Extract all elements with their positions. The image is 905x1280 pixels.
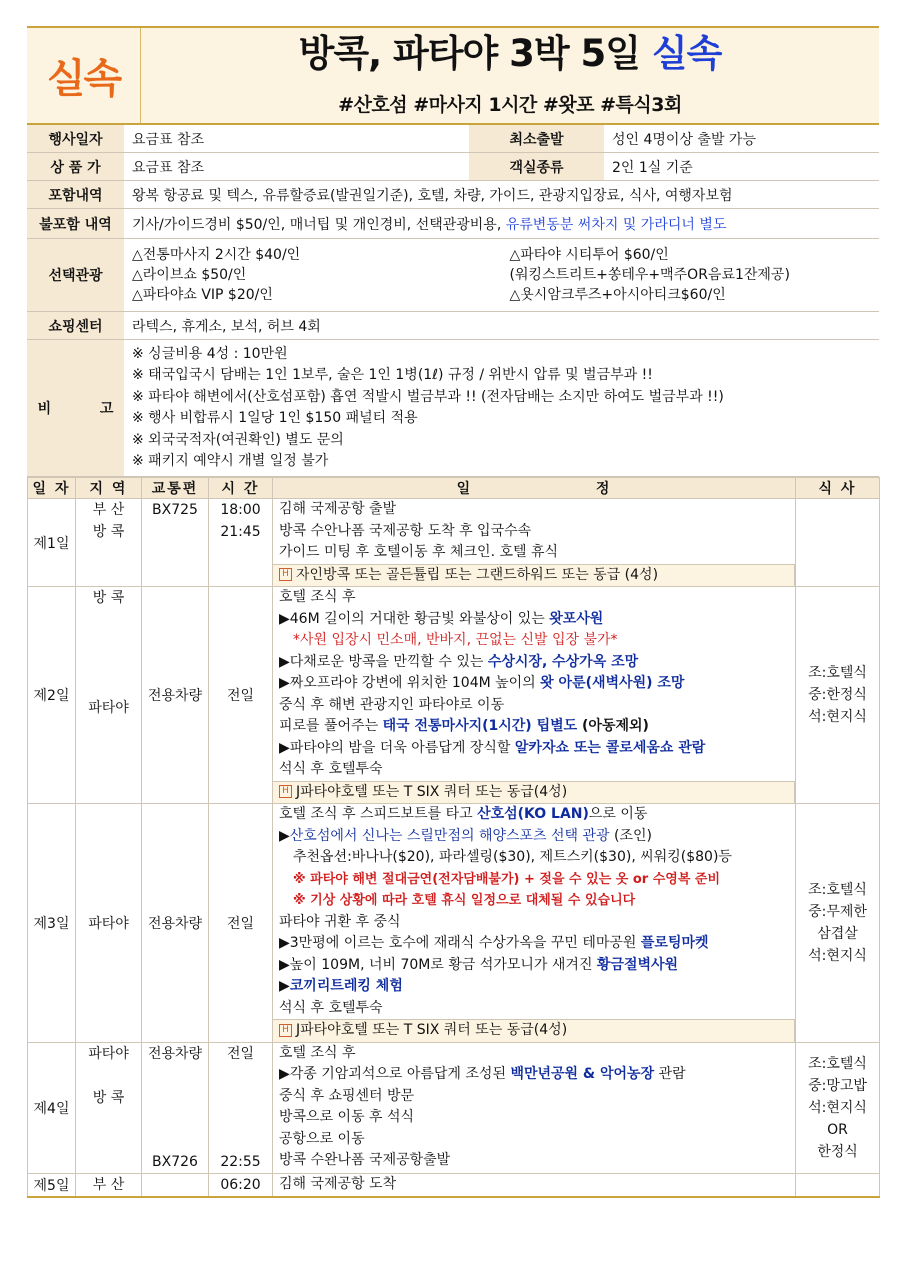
badge-label: 실속 (46, 56, 121, 102)
highlight: 산호섬에서 신나는 스릴만점의 해양스포츠 선택 관광 (289, 827, 610, 844)
opt-left (124, 245, 502, 305)
region-text: 파타야 (88, 700, 129, 716)
text: ▶높이 109M, 너비 70M로 황금 석가모니가 새겨진 (279, 956, 597, 973)
time-cell: 전일 (209, 587, 273, 804)
meal-cell (796, 499, 880, 587)
note-item: ※ 행사 비합류시 1일당 1인 $150 패널티 적용 (132, 410, 418, 426)
hotel-text: J파타야호텔 또는 T SIX 쿼터 또는 동급(4성) (296, 783, 568, 800)
min-label: 최소출발 (469, 125, 604, 153)
opt-right (502, 245, 880, 305)
text: (조인) (609, 827, 652, 844)
info-row (27, 340, 879, 477)
region-text: 부 산 (92, 502, 125, 518)
region-text: 방 콕 (92, 590, 125, 606)
info-row (27, 312, 879, 340)
text: ▶파타야의 밤을 더욱 아름답게 장식할 (279, 739, 515, 756)
col-time: 시 간 (209, 478, 273, 499)
region-cell: 부 산 (76, 1173, 142, 1197)
info-row (27, 239, 879, 312)
text: ▶3만평에 이르는 호수에 재래식 수상가옥을 꾸민 테마공원 (279, 935, 641, 951)
schedule-line: ※ 기상 상황에 따라 호텔 휴식 일정으로 대체될 수 있습니다 (293, 893, 636, 908)
text: (아동제외) (577, 718, 649, 734)
notes-list (124, 340, 879, 477)
schedule-cell (273, 1173, 796, 1197)
schedule-line: 방콕 수완나폼 국제공항출발 (279, 1152, 451, 1168)
schedule-line: 호텔 조식 후 (279, 1044, 356, 1061)
highlight: 수상시장, 수상가옥 조망 (487, 653, 639, 670)
day-label: 제5일 (28, 1173, 76, 1197)
time-cell (209, 1042, 273, 1173)
meal-item: 한정식 (817, 1143, 858, 1160)
text: ▶ (279, 978, 290, 994)
meal-cell (796, 1042, 880, 1173)
schedule-line: 추천옵션:바나나($20), 파라셀링($30), 제트스키($30), 씨워킹($80)등 (293, 849, 732, 865)
schedule-line: 중식 후 쇼핑센터 방문 (279, 1087, 415, 1104)
text: 호텔 조식 후 스피드보트를 타고 (279, 806, 478, 822)
note-item: ※ 파타야 해변에서(산호섬포함) 흡연 적발시 벌금부과 !! (전자담배는 소지만 하여도 벌금부과 !!) (132, 388, 724, 405)
meal-item: 조:호텔식 (808, 665, 867, 681)
highlight: 알카자쇼 또는 콜로세움쇼 관람 (514, 739, 706, 756)
spacer (209, 1065, 272, 1151)
time-cell: 06:20 (209, 1173, 273, 1197)
schedule-line: 김해 국제공항 도착 (279, 1175, 397, 1192)
meal-item: 석:현지식 (808, 1099, 867, 1116)
date-label: 행사일자 (27, 125, 124, 153)
schedule-line (279, 976, 795, 998)
schedule-line (279, 826, 795, 848)
min-value: 성인 4명이상 출발 가능 (604, 125, 879, 153)
meal-item: 석:현지식 (808, 947, 867, 964)
spacer (76, 1065, 141, 1087)
note-item: ※ 패키지 예약시 개별 일정 불가 (132, 453, 329, 469)
info-table (27, 125, 879, 477)
time-text: 22:55 (220, 1153, 261, 1170)
schedule-line: 석식 후 호텔투숙 (279, 999, 383, 1016)
opt-item: (워킹스트리트+쏭테우+맥주OR음료1잔제공) (509, 267, 790, 283)
time-cell: 전일 (209, 804, 273, 1043)
meal-item: 석:현지식 (808, 709, 867, 725)
opt-grid (124, 245, 879, 305)
schedule-line (279, 673, 795, 695)
region-text: 파타야 (88, 1045, 129, 1062)
spacer (142, 1065, 208, 1151)
schedule-line: 중식 후 해변 관광지인 파타야로 이동 (279, 696, 505, 713)
hotel-line (273, 564, 795, 587)
schedule-line: 방콕으로 이동 후 석식 (279, 1109, 415, 1125)
schedule-line (279, 652, 795, 674)
region-cell: 파타야 (76, 804, 142, 1043)
day-row-1 (28, 499, 880, 587)
schedule-line (279, 609, 795, 631)
schedule-line: 호텔 조식 후 (279, 589, 356, 605)
itinerary-sheet (27, 26, 879, 1198)
hotel-icon: H (279, 785, 292, 798)
opt-value (124, 239, 879, 312)
meal-cell (796, 587, 880, 804)
itinerary-table (27, 477, 880, 1198)
hashtags: #산호섬 #마사지 1시간 #왓포 #특식3회 (338, 94, 682, 116)
excl-value (124, 209, 879, 239)
time-text: 전일 (226, 1045, 255, 1062)
title-main: 방콕, 파타야 3박 5일 (298, 32, 652, 75)
highlight: 백만년공원 & 악어농장 (510, 1066, 655, 1082)
opt-item: △욧시암크루즈+아시아티크$60/인 (509, 287, 726, 303)
col-day: 일 자 (28, 478, 76, 499)
note-item: ※ 싱글비용 4성 : 10만원 (132, 345, 288, 362)
transport-cell: 전용차량 (142, 804, 209, 1043)
room-label: 객실종류 (469, 153, 604, 181)
schedule-cell (273, 1042, 796, 1173)
info-row (27, 181, 879, 209)
region-cell (76, 1042, 142, 1173)
region-cell (76, 499, 142, 587)
badge-cell (27, 28, 141, 123)
shop-label: 쇼핑센터 (27, 312, 124, 340)
text: 피로를 풀어주는 (279, 718, 383, 734)
transport-cell: 전용차량 (142, 587, 209, 804)
opt-item: △파타야 시티투어 $60/인 (509, 247, 669, 263)
meal-item: 중:망고밥 (808, 1077, 867, 1094)
col-region: 지 역 (76, 478, 142, 499)
day-label: 제3일 (28, 804, 76, 1043)
transport-cell (142, 499, 209, 587)
flight-number: BX726 (152, 1153, 198, 1170)
date-value: 요금표 참조 (124, 125, 469, 153)
day-row-4 (28, 1042, 880, 1173)
day-label: 제2일 (28, 587, 76, 804)
hotel-line (273, 781, 795, 804)
excl-text: 기사/가이드경비 $50/인, 매너팁 및 개인경비, 선택관광비용, (132, 216, 506, 233)
schedule-line: 김해 국제공항 출발 (279, 501, 397, 517)
meal-item: OR (827, 1121, 848, 1138)
col-schedule: 일 정 (273, 478, 796, 499)
hotel-icon: H (279, 1024, 292, 1037)
transport-text: 전용차량 (147, 1045, 203, 1062)
hotel-icon: H (279, 568, 292, 581)
highlight: 왓포사원 (549, 610, 604, 627)
highlight: 플로팅마켓 (640, 935, 709, 951)
schedule-cell (273, 587, 796, 804)
schedule-line (279, 716, 795, 738)
highlight: 태국 전통마사지(1시간) 팁별도 (382, 718, 578, 734)
region-cell (76, 587, 142, 804)
opt-item: △파타야쇼 VIP $20/인 (132, 287, 273, 303)
schedule-line: 파타야 귀환 후 중식 (279, 913, 401, 930)
incl-label: 포함내역 (27, 181, 124, 209)
highlight: 코끼리트레킹 체험 (289, 978, 403, 994)
info-row (27, 153, 879, 181)
day-row-5 (28, 1173, 880, 1197)
schedule-line: 공항으로 이동 (279, 1130, 365, 1147)
time-text: 21:45 (220, 524, 261, 540)
col-meal: 식 사 (796, 478, 880, 499)
excl-accent: 유류변동분 써차지 및 가라디너 별도 (505, 216, 727, 233)
col-transport: 교통편 (142, 478, 209, 499)
meal-item: 중:한정식 (808, 687, 867, 703)
note-item: ※ 외국국적자(여권확인) 별도 문의 (132, 431, 344, 448)
region-text: 방 콕 (92, 524, 125, 540)
price-label: 상 품 가 (27, 153, 124, 181)
day-label: 제1일 (28, 499, 76, 587)
text: 으로 이동 (588, 806, 648, 822)
note-label: 비 고 (27, 340, 124, 477)
spacer (76, 609, 141, 697)
meal-cell (796, 804, 880, 1043)
info-row (27, 125, 879, 153)
time-text: 18:00 (220, 502, 261, 518)
highlight: 산호섬(KO LAN) (477, 806, 589, 822)
text: 관람 (654, 1066, 686, 1082)
schedule-line (279, 804, 795, 826)
schedule-line: *사원 입장시 민소매, 반바지, 끈없는 신발 입장 불가* (293, 632, 618, 648)
text: ▶짜오프라야 강변에 위치한 104M 높이의 (279, 675, 541, 691)
region-text: 방 콕 (92, 1089, 125, 1106)
room-value: 2인 1실 기준 (604, 153, 879, 181)
schedule-cell (273, 804, 796, 1043)
transport-cell (142, 1173, 209, 1197)
schedule-line (279, 955, 795, 977)
shop-value: 라텍스, 휴게소, 보석, 허브 4회 (124, 312, 879, 340)
note-item: ※ 태국입국시 담배는 1인 1보루, 술은 1인 1병(1ℓ) 규정 / 위반시 압류 및 벌금부과 !! (132, 367, 653, 383)
day-label: 제4일 (28, 1042, 76, 1173)
excl-label: 불포함 내역 (27, 209, 124, 239)
schedule-line: ※ 파타야 해변 절대금연(전자담배불가) + 젖을 수 있는 옷 or 수영복 준비 (293, 871, 721, 887)
hotel-text: 자인방콕 또는 골든튤립 또는 그랜드하워드 또는 동급 (4성) (296, 566, 659, 583)
text: ▶다채로운 방콕을 만끽할 수 있는 (279, 653, 488, 670)
transport-cell (142, 1042, 209, 1173)
meal-item: 삼겹살 (817, 925, 858, 942)
title-accent: 실속 (651, 32, 722, 75)
opt-item: △라이브쇼 $50/인 (132, 267, 247, 283)
text: ▶각종 기암괴석으로 아름답게 조성된 (279, 1066, 511, 1082)
flight-number: BX725 (152, 502, 198, 518)
incl-value: 왕복 항공료 및 텍스, 유류할증료(발권일기준), 호텔, 차량, 가이드, 관광지입장료, 식사, 여행자보험 (124, 181, 879, 209)
info-row (27, 209, 879, 239)
time-cell (209, 499, 273, 587)
price-value: 요금표 참조 (124, 153, 469, 181)
title-cell (141, 28, 879, 123)
meal-item: 조:호텔식 (808, 881, 867, 898)
meal-item: 중:무제한 (808, 903, 867, 920)
text: ▶46M 길이의 거대한 황금빛 와불상이 있는 (279, 610, 550, 627)
hotel-text: J파타야호텔 또는 T SIX 쿼터 또는 동급(4성) (296, 1022, 568, 1038)
schedule-line (279, 933, 795, 955)
day-row-3 (28, 804, 880, 1043)
schedule-line: 가이드 미팅 후 호텔이동 후 체크인. 호텔 휴식 (279, 544, 559, 560)
opt-item: △전통마사지 2시간 $40/인 (132, 247, 301, 263)
highlight: 황금절벽사원 (596, 956, 679, 973)
schedule-line (279, 1064, 795, 1086)
schedule-cell (273, 499, 796, 587)
meal-item: 조:호텔식 (808, 1055, 867, 1072)
schedule-line (279, 738, 795, 760)
meal-cell (796, 1173, 880, 1197)
itinerary-header (28, 478, 880, 499)
page-title (141, 30, 879, 78)
schedule-line: 석식 후 호텔투숙 (279, 761, 383, 777)
day-row-2 (28, 587, 880, 804)
text: ▶ (279, 827, 290, 844)
hotel-line (273, 1019, 795, 1042)
schedule-line: 방콕 수안나폼 국제공항 도착 후 입국수속 (279, 522, 532, 539)
highlight: 왓 아룬(새벽사원) 조망 (540, 675, 685, 691)
opt-label: 선택관광 (27, 239, 124, 312)
page-header (27, 26, 879, 125)
